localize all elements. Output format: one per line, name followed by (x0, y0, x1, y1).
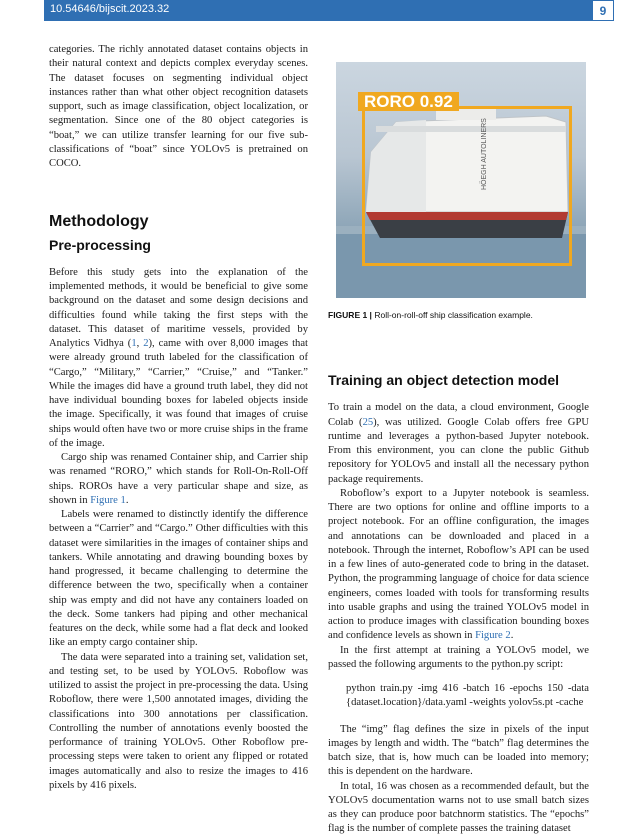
preprocessing-paragraph-4: The data were separated into a training set, validation set, and testing set, to be used by YOLOv5. Roboflow was utilized to assist the project in pre-processing the data. Using Roboflow, there were 1,500 annotated images, dividing the classifications into 300 annotations per classification. Controlling the number of annotations evenly boosted the performance of training YOLOv5. Other Roboflow pre-processing steps were taken to orient any flipped or rotated images automatically and also to resize the images to 416 pixels by 416 pixels. (49, 651, 308, 791)
detection-bounding-box (362, 106, 572, 266)
reference-link-2[interactable]: 2 (143, 338, 149, 349)
training-paragraph-4: The “img” flag defines the size in pixels of the input images by length and width. The “batch” flag determines the batch size, that is, how much can be loaded into memory; this is dependent on the hardware. (328, 723, 589, 778)
preprocessing-heading: Pre-processing (49, 236, 151, 253)
training-heading: Training an object detection model (328, 372, 560, 388)
reference-link-1[interactable]: 1 (131, 338, 137, 349)
doi-link[interactable]: 10.54646/bijscit.2023.32 (50, 3, 170, 15)
figure-1-link[interactable]: Figure 1 (90, 494, 126, 506)
preprocessing-paragraph-2: Cargo ship was renamed Container ship, and Carrier ship was renamed “RORO,” which stands for Roll-On-Roll-Off ships. ROROs have a very particular shape and size, as shown in Figure 1. (49, 452, 308, 506)
training-paragraph-5: In total, 16 was chosen as a recommended default, but the YOLOv5 documentation warns not to use small batch sizes as they can produce poor batchnorm statistics. The “epochs” flag is the number of complete passes the training dataset (328, 780, 589, 835)
ship-hull-text: HÖEGH AUTOLINERS (481, 118, 488, 190)
detection-label: RORO 0.92 (358, 92, 459, 111)
preprocessing-paragraph-3: Labels were renamed to distinctly identify the difference between a “Carrier” and “Cargo.” Other difficulties with this dataset were similarities in the images of container ships and tankers. While annotating and drawing bounding boxes by hand progressed, it became challenging to determine the difference between the two, specifically when a container ship was empty and did not have any containers loaded on the deck. Some tankers had piping and other mechanical features on the deck, while some had a flat deck and looked like an empty cargo container ship. (49, 509, 308, 649)
training-paragraph-3: In the first attempt at training a YOLOv5 model, we passed the following arguments to the python.py script: (328, 644, 589, 670)
figure-1-image (336, 62, 586, 298)
caption-text: Roll-on-roll-off ship classification example. (374, 310, 533, 320)
preprocessing-paragraph-1: Before this study gets into the explanation of the implemented methods, it would be beneficial to give some background on the dataset and some design decisions and difficulties found while taking the first steps with the dataset. This dataset of maritime vessels, provided by Analytics Vidhya (1, 2), came with over 8,000 images that were already ground truth labeled for the classification of “Cargo,” “Military,” “Carrier,” “Cruise,” and “Tanker.” While the images did have a ground truth label, they did not have individual bounding boxes for labeled objects inside the image. Specifically, it was found that images of cruise ships would often have two or more cruise ships in the frame of the image. (49, 266, 308, 449)
training-paragraph-1: To train a model on the data, a cloud environment, Google Colab (25), was utilized. Google Colab offers free GPU runtime and leverages a python-based Jupyter notebook. From this environment, you can clone the public Github repository for YOLOv5 and install all the necessary python package requirements. (328, 402, 589, 485)
right-column (328, 373, 589, 837)
caption-label: FIGURE 1 | (328, 310, 372, 320)
header-bar (44, 0, 614, 21)
command-block: python train.py -img 416 -batch 16 -epochs 150 -data {dataset.location}/data.yaml -weights yolov5s.pt -cache (346, 683, 589, 709)
page-number: 9 (592, 0, 614, 21)
left-column (49, 43, 308, 793)
figure-1-caption (328, 310, 590, 320)
reference-link-25[interactable]: 25 (362, 416, 374, 428)
training-paragraph-2: Roboflow’s export to a Jupyter notebook is seamless. There are two options for online and offline imports to a project notebook. For an offline configuration, the images and annotations can be downloaded and placed in a notebook. Through the internet, Roboflow’s API can be used in a few lines of auto-generated code to bring in the dataset. Python, the programming language of choice for data science engineers, comes loaded with tools for transforming results into usable graphs and using the trained YOLOv5 model in action to produce images with classification bounding boxes and confidence levels as shown in Figure 2. (328, 487, 589, 642)
methodology-heading: Methodology (49, 213, 149, 231)
figure-2-link[interactable]: Figure 2 (475, 630, 511, 642)
intro-paragraph: categories. The richly annotated dataset contains objects in their natural context and depicts complex everyday scenes. The dataset focuses on segmenting individual object instances rather than what other object recognition datasets support, such as image classification, object localization, or segmentation. Since one of the 80 object categories is “boat,” we can utilize transfer learning for our five sub-classifications of “boat” since YOLOv5 is pretrained on COCO. (49, 44, 308, 169)
